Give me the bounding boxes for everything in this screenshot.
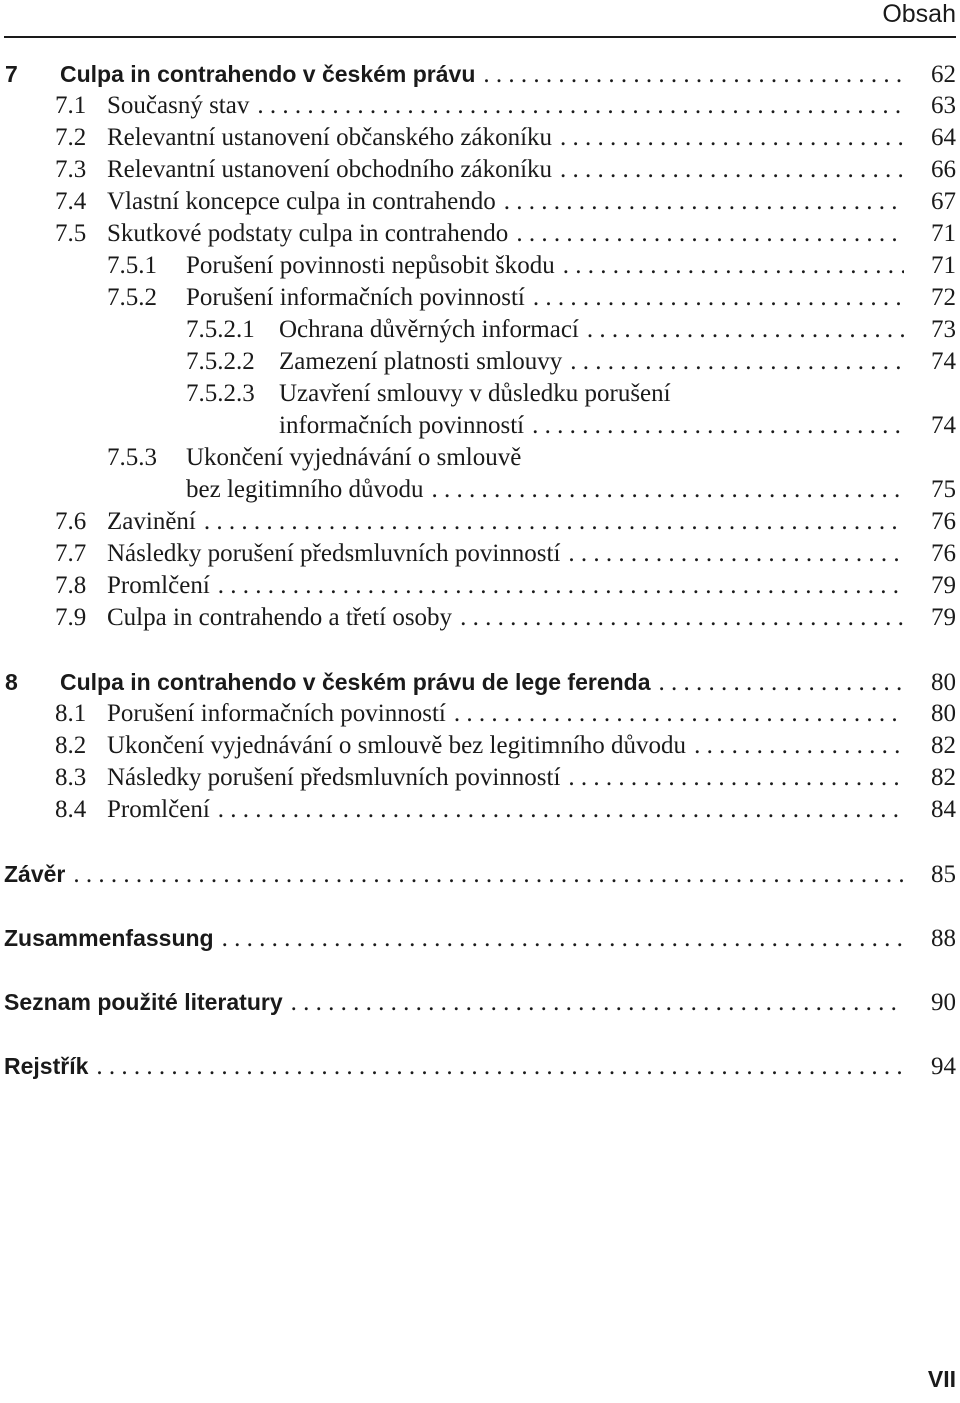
toc-entry-page: 64 <box>931 124 956 151</box>
page-folio: VII <box>927 1366 956 1392</box>
toc-entry-number: 7.8 <box>55 572 87 599</box>
toc-entry-title: Následky porušení předsmluvních povinností <box>107 764 561 791</box>
toc-entry-7-5-2[interactable] <box>0 282 960 314</box>
toc-entry-page: 71 <box>931 252 956 279</box>
toc-entry-chapter-7[interactable] <box>0 58 960 90</box>
toc-entry-page: 80 <box>931 700 956 727</box>
toc-entry-7-2[interactable] <box>0 122 960 154</box>
toc-entry-number: 7.7 <box>55 540 87 567</box>
toc-entry-title: Zusammenfassung <box>4 925 214 951</box>
toc-entry-title-continued: informačních povinností <box>279 412 525 439</box>
toc-entry-title: Ochrana důvěrných informací <box>279 316 579 343</box>
toc-entry-7-1[interactable] <box>0 90 960 122</box>
toc-entry-8-2[interactable] <box>0 730 960 762</box>
toc-entry-number: 7.5 <box>55 220 87 247</box>
toc-entry-8-3[interactable] <box>0 762 960 794</box>
toc-entry-number: 7 <box>5 61 18 87</box>
toc-entry-7-9[interactable] <box>0 602 960 634</box>
toc-entry-page: 72 <box>931 284 956 311</box>
dot-leader <box>460 602 904 634</box>
toc-entry-7-7[interactable] <box>0 538 960 570</box>
toc-entry-number: 8.2 <box>55 732 87 759</box>
toc-entry-page: 79 <box>931 572 956 599</box>
toc-entry-title: Culpa in contrahendo v českém právu <box>60 61 476 87</box>
dot-leader <box>659 667 904 699</box>
toc-entry-zaver[interactable] <box>0 858 960 890</box>
running-head: Obsah <box>882 0 956 28</box>
toc-entry-title: Zavinění <box>107 508 196 535</box>
dot-leader <box>570 346 904 378</box>
dot-leader <box>533 282 904 314</box>
dot-leader <box>291 987 904 1019</box>
toc-entry-title: Relevantní ustanovení obchodního zákoníku <box>107 156 553 183</box>
dot-leader <box>587 314 904 346</box>
toc-entry-title: Zamezení platnosti smlouvy <box>279 348 563 375</box>
toc-entry-title: Vlastní koncepce culpa in contrahendo <box>107 188 496 215</box>
toc-entry-7-5-2-1[interactable] <box>0 314 960 346</box>
dot-leader <box>560 122 904 154</box>
dot-leader <box>516 218 904 250</box>
dot-leader <box>483 59 904 91</box>
dot-leader <box>568 538 904 570</box>
toc-entry-7-5[interactable] <box>0 218 960 250</box>
toc-entry-number: 7.1 <box>55 92 87 119</box>
toc-entry-page: 67 <box>931 188 956 215</box>
toc-entry-number: 8 <box>5 669 18 695</box>
toc-entry-number: 7.2 <box>55 124 87 151</box>
header-rule <box>4 36 956 38</box>
dot-leader <box>257 90 904 122</box>
toc-entry-7-5-2-3-continued[interactable] <box>0 410 960 442</box>
toc-entry-page: 66 <box>931 156 956 183</box>
toc-entry-page: 74 <box>931 348 956 375</box>
toc-entry-7-5-3-continued[interactable] <box>0 474 960 506</box>
dot-leader <box>532 410 904 442</box>
toc-entry-number: 8.3 <box>55 764 87 791</box>
toc-entry-title: Porušení informačních povinností <box>107 700 446 727</box>
dot-leader <box>204 506 904 538</box>
toc-entry-page: 94 <box>931 1053 956 1080</box>
toc-entry-title: Culpa in contrahendo v českém právu de lege ferenda <box>60 669 651 695</box>
toc-entry-page: 73 <box>931 316 956 343</box>
dot-leader <box>568 762 904 794</box>
toc-entry-zusammenfassung[interactable] <box>0 922 960 954</box>
toc-entry-title-continued: bez legitimního důvodu <box>186 476 424 503</box>
toc-entry-number: 7.5.3 <box>107 444 157 471</box>
dot-leader <box>431 474 904 506</box>
toc-entry-page: 71 <box>931 220 956 247</box>
toc-entry-title: Relevantní ustanovení občanského zákoníku <box>107 124 553 151</box>
toc-entry-title: Promlčení <box>107 572 210 599</box>
toc-entry-page: 82 <box>931 732 956 759</box>
toc-entry-page: 62 <box>931 61 956 88</box>
toc-entry-page: 90 <box>931 989 956 1016</box>
dot-leader <box>560 154 904 186</box>
toc-entry-rejstrik[interactable] <box>0 1050 960 1082</box>
toc-entry-page: 76 <box>931 508 956 535</box>
toc-entry-page: 84 <box>931 796 956 823</box>
toc-entry-page: 63 <box>931 92 956 119</box>
toc-entry-title: Rejstřík <box>4 1053 89 1079</box>
toc-entry-title: Ukončení vyjednávání o smlouvě <box>186 444 522 471</box>
dot-leader <box>454 698 904 730</box>
toc-entry-number: 7.9 <box>55 604 87 631</box>
toc-entry-7-3[interactable] <box>0 154 960 186</box>
toc-entry-title: Uzavření smlouvy v důsledku porušení <box>279 380 671 407</box>
toc-entry-title: Promlčení <box>107 796 210 823</box>
toc-entry-seznam-literatury[interactable] <box>0 986 960 1018</box>
toc-entry-number: 7.4 <box>55 188 87 215</box>
toc-entry-number: 7.5.2.1 <box>186 316 255 343</box>
toc-entry-8-4[interactable] <box>0 794 960 826</box>
toc-entry-7-5-2-3[interactable] <box>0 378 960 410</box>
dot-leader <box>504 186 904 218</box>
toc-entry-title: Následky porušení předsmluvních povinností <box>107 540 561 567</box>
toc-entry-number: 7.5.2 <box>107 284 157 311</box>
dot-leader <box>96 1051 904 1083</box>
dot-leader <box>222 923 904 955</box>
toc-entry-number: 7.6 <box>55 508 87 535</box>
toc-entry-number: 8.4 <box>55 796 87 823</box>
toc-entry-number: 7.3 <box>55 156 87 183</box>
table-of-contents <box>0 58 960 1082</box>
toc-entry-number: 7.5.2.2 <box>186 348 255 375</box>
toc-entry-number: 7.5.1 <box>107 252 157 279</box>
toc-entry-page: 80 <box>931 669 956 696</box>
toc-entry-number: 8.1 <box>55 700 87 727</box>
toc-entry-number: 7.5.2.3 <box>186 380 255 407</box>
dot-leader <box>563 250 904 282</box>
dot-leader <box>218 570 904 602</box>
toc-entry-title: Závěr <box>4 861 66 887</box>
toc-entry-title: Porušení povinnosti nepůsobit škodu <box>186 252 555 279</box>
toc-entry-7-8[interactable] <box>0 570 960 602</box>
toc-entry-page: 76 <box>931 540 956 567</box>
toc-entry-title: Culpa in contrahendo a třetí osoby <box>107 604 453 631</box>
toc-entry-page: 75 <box>931 476 956 503</box>
toc-entry-title: Seznam použité literatury <box>4 989 283 1015</box>
dot-leader <box>694 730 904 762</box>
toc-entry-8-1[interactable] <box>0 698 960 730</box>
toc-entry-7-4[interactable] <box>0 186 960 218</box>
dot-leader <box>73 859 904 891</box>
toc-entry-7-6[interactable] <box>0 506 960 538</box>
toc-entry-7-5-1[interactable] <box>0 250 960 282</box>
dot-leader <box>218 794 904 826</box>
toc-entry-page: 82 <box>931 764 956 791</box>
toc-entry-chapter-8[interactable] <box>0 666 960 698</box>
toc-entry-page: 88 <box>931 925 956 952</box>
toc-entry-title: Porušení informačních povinností <box>186 284 525 311</box>
toc-entry-7-5-2-2[interactable] <box>0 346 960 378</box>
toc-entry-page: 74 <box>931 412 956 439</box>
toc-entry-page: 85 <box>931 861 956 888</box>
toc-entry-title: Skutkové podstaty culpa in contrahendo <box>107 220 509 247</box>
toc-entry-page: 79 <box>931 604 956 631</box>
toc-entry-title: Současný stav <box>107 92 250 119</box>
toc-entry-7-5-3[interactable] <box>0 442 960 474</box>
toc-entry-title: Ukončení vyjednávání o smlouvě bez legitimního důvodu <box>107 732 687 759</box>
